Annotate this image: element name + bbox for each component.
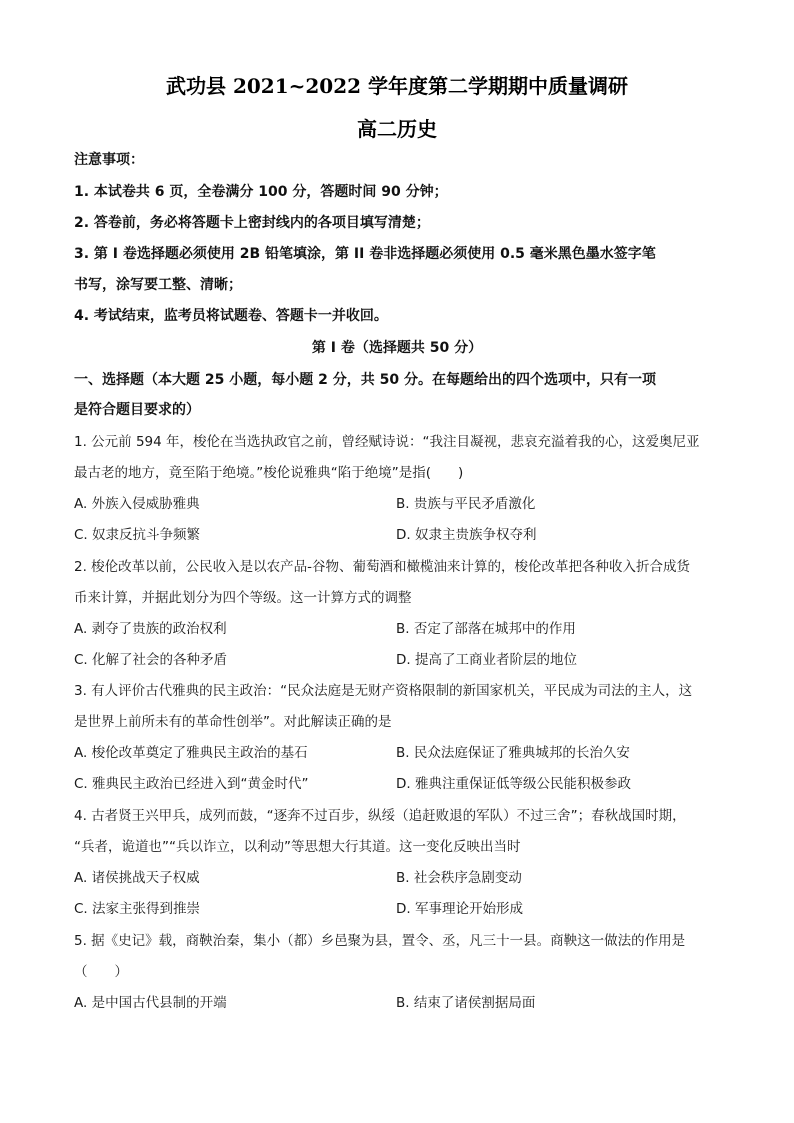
question-2-stem: 2. 梭伦改革以前，公民收入是以农产品-谷物、葡萄酒和橄榄油来计算的，梭伦改革把各种收入折合成货 <box>74 559 691 575</box>
question-3-stem: 3. 有人评价古代雅典的民主政治：“民众法庭是无财产资格限制的新国家机关，平民成为司法的主人，这 <box>74 683 693 699</box>
note-item: 书写，涂写要工整、清晰； <box>74 277 242 293</box>
section-instructions: 一、选择题（本大题 25 小题，每小题 2 分，共 50 分。在每题给出的四个选项中，只有一项 <box>74 372 656 388</box>
question-4-options <box>74 868 734 888</box>
section-instructions-cont: 是符合题目要求的） <box>74 402 200 418</box>
question-2-options <box>74 619 734 639</box>
question-5-stem: （ ） <box>74 964 128 980</box>
note-item: 3. 第 I 卷选择题必须使用 2B 铅笔填涂，第 II 卷非选择题必须使用 0.5 毫米黑色墨水签字笔 <box>74 246 656 262</box>
option-b[interactable]: B. 结束了诸侯割据局面 <box>396 995 536 1011</box>
question-1-stem: 1. 公元前 594 年，梭伦在当选执政官之前，曾经赋诗说：“我注目凝视，悲哀充溢着我的心，这爱奥尼亚 <box>74 434 700 450</box>
option-b[interactable]: B. 否定了部落在城邦中的作用 <box>396 621 576 637</box>
question-4-options <box>74 899 734 919</box>
note-item: 4. 考试结束，监考员将试题卷、答题卡一并收回。 <box>74 308 388 324</box>
question-3-options <box>74 743 734 763</box>
option-c[interactable]: C. 化解了社会的各种矛盾 <box>74 652 228 668</box>
option-d[interactable]: D. 雅典注重保证低等级公民能积极参政 <box>396 776 631 792</box>
exam-subject: 高二历史 <box>357 117 437 141</box>
question-4-stem: 4. 古者贤王兴甲兵，成列而鼓，“逐奔不过百步，纵绥（追赶败退的军队）不过三舍”；春秋战国时期， <box>74 808 686 824</box>
option-a[interactable]: A. 诸侯挑战天子权威 <box>74 870 200 886</box>
option-d[interactable]: D. 提高了工商业者阶层的地位 <box>396 652 577 668</box>
option-a[interactable]: A. 剥夺了贵族的政治权利 <box>74 621 227 637</box>
option-c[interactable]: C. 奴隶反抗斗争频繁 <box>74 527 201 543</box>
question-5-stem: 5. 据《史记》载，商鞅治秦，集小（都）乡邑聚为县，置令、丞，凡三十一县。商鞅这一做法的作用是 <box>74 933 686 949</box>
part-heading: 第 I 卷（选择题共 50 分） <box>311 340 483 356</box>
question-2-options <box>74 650 734 670</box>
question-4-stem: “兵者，诡道也”“兵以诈立，以利动”等思想大行其道。这一变化反映出当时 <box>74 839 521 855</box>
option-c[interactable]: C. 法家主张得到推崇 <box>74 901 201 917</box>
note-item: 1. 本试卷共 6 页，全卷满分 100 分，答题时间 90 分钟； <box>74 184 448 200</box>
option-d[interactable]: D. 奴隶主贵族争权夺利 <box>396 527 537 543</box>
option-a[interactable]: A. 外族入侵威胁雅典 <box>74 496 200 512</box>
option-a[interactable]: A. 梭伦改革奠定了雅典民主政治的基石 <box>74 745 308 761</box>
option-a[interactable]: A. 是中国古代县制的开端 <box>74 995 227 1011</box>
option-d[interactable]: D. 军事理论开始形成 <box>396 901 523 917</box>
option-b[interactable]: B. 贵族与平民矛盾激化 <box>396 496 536 512</box>
option-b[interactable]: B. 民众法庭保证了雅典城邦的长治久安 <box>396 745 630 761</box>
option-b[interactable]: B. 社会秩序急剧变动 <box>396 870 522 886</box>
question-3-stem: 是世界上前所未有的革命性创举”。对此解读正确的是 <box>74 714 392 730</box>
exam-title: 武功县 2021~2022 学年度第二学期期中质量调研 <box>165 74 628 98</box>
note-item: 2. 答卷前，务必将答题卡上密封线内的各项目填写清楚； <box>74 215 430 231</box>
question-1-options <box>74 525 734 545</box>
question-1-stem: 最古老的地方，竟至陷于绝境。”梭伦说雅典“陷于绝境”是指( ) <box>74 465 464 481</box>
question-5-options <box>74 993 734 1013</box>
notes-heading: 注意事项： <box>74 152 144 168</box>
question-2-stem: 币来计算，并据此划分为四个等级。这一计算方式的调整 <box>74 590 412 606</box>
question-3-options <box>74 774 734 794</box>
question-1-options <box>74 494 734 514</box>
option-c[interactable]: C. 雅典民主政治已经进入到“黄金时代” <box>74 776 309 792</box>
